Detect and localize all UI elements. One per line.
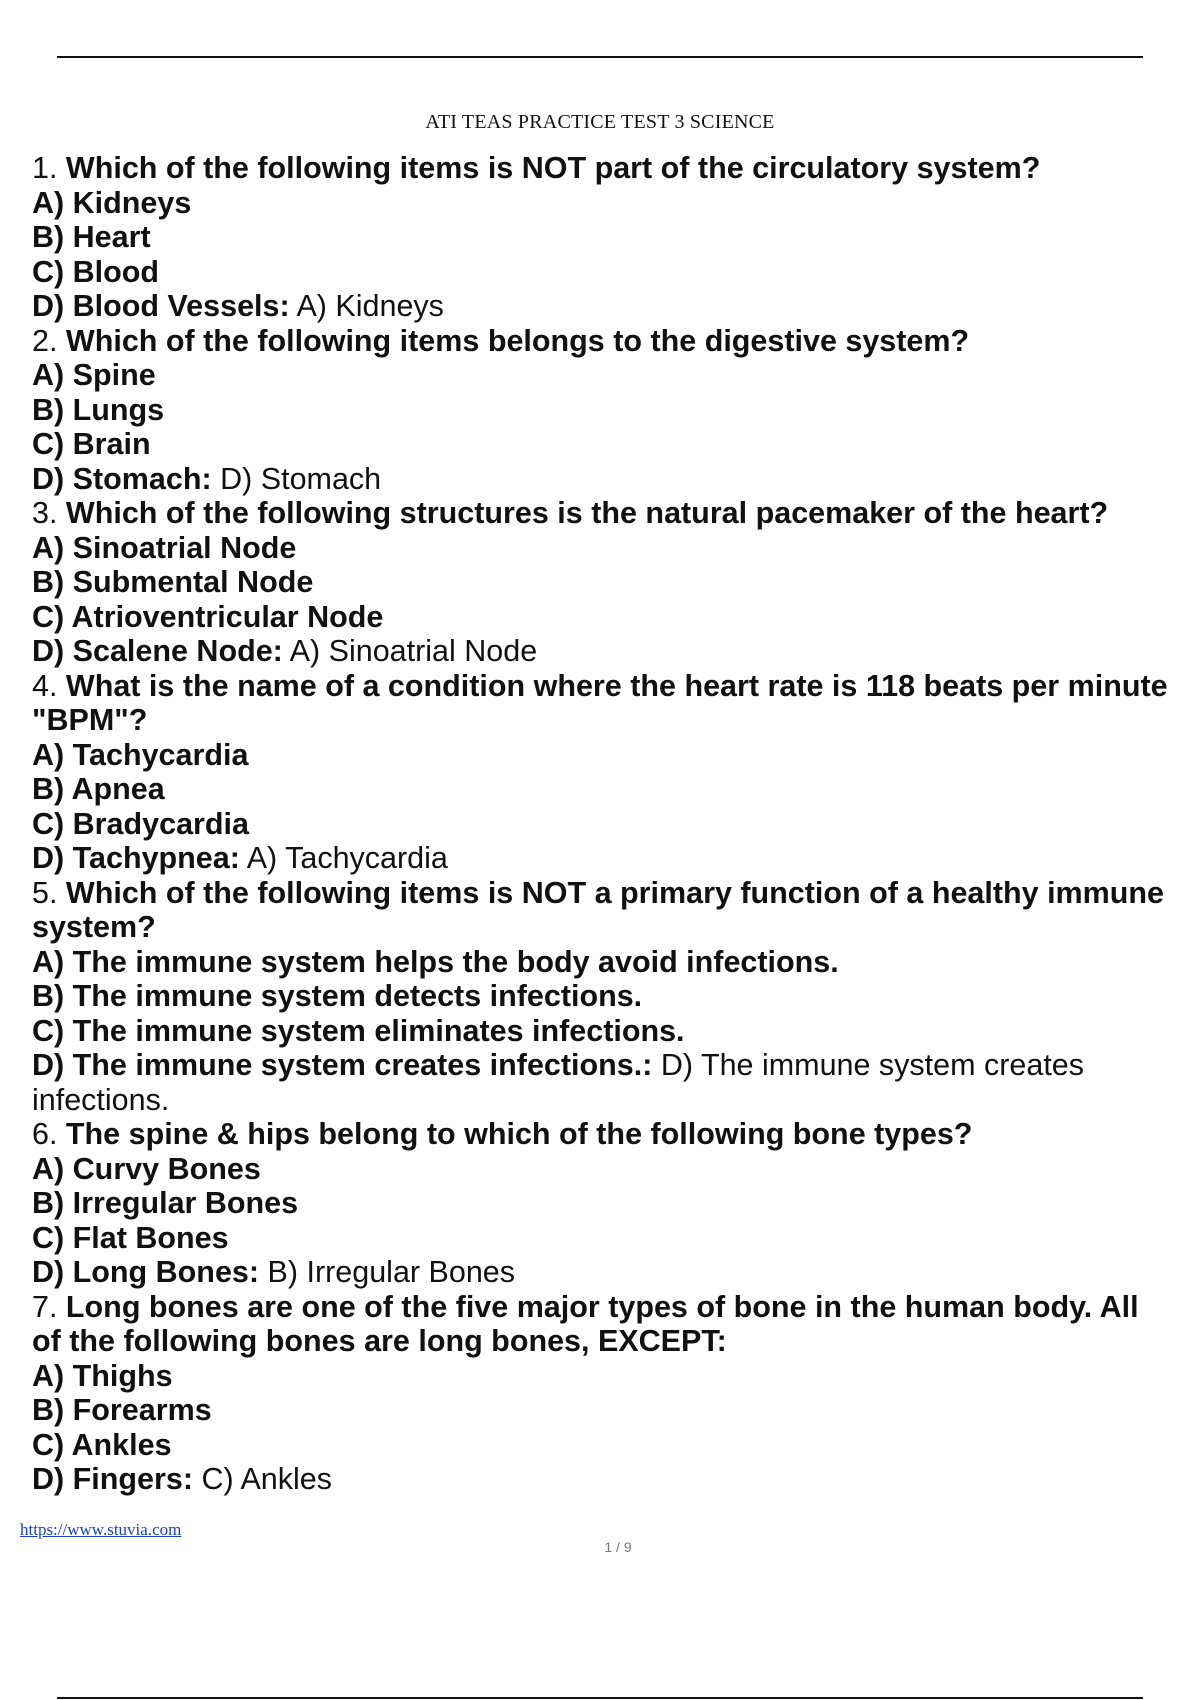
option-b: B) Lungs bbox=[32, 392, 165, 427]
option-b: B) Irregular Bones bbox=[32, 1186, 299, 1220]
option-a: A) Tachycardia bbox=[32, 737, 249, 772]
question-text: Long bones are one of the five major types of bone in the human body. All bbox=[65, 1289, 1139, 1324]
answer-text: B) Irregular Bones bbox=[267, 1255, 516, 1289]
option-c: C) The immune system eliminates infections. bbox=[32, 1013, 685, 1048]
option-d-with-answer bbox=[32, 1255, 1200, 1290]
question-3-stem bbox=[32, 496, 1200, 531]
question-number: 6. bbox=[32, 1117, 58, 1151]
option-d-with-answer bbox=[32, 634, 1200, 669]
question-6-stem bbox=[32, 1117, 1200, 1152]
question-text: Which of the following items is NOT a primary function of a healthy immune bbox=[65, 875, 1165, 910]
option-a: A) Curvy Bones bbox=[32, 1151, 261, 1186]
answer-text: D) The immune system creates infections. bbox=[32, 1048, 1085, 1117]
question-text: What is the name of a condition where the heart rate is 118 beats per minute bbox=[65, 668, 1168, 703]
question-2-stem bbox=[32, 324, 1200, 359]
question-1-stem bbox=[32, 151, 1200, 186]
option-a: A) Sinoatrial Node bbox=[32, 530, 297, 565]
answer-text: A) Sinoatrial Node bbox=[289, 634, 538, 668]
question-7-stem-continued: of the following bones are long bones, EXCEPT: bbox=[32, 1324, 727, 1358]
option-d: D) Fingers: bbox=[32, 1462, 193, 1496]
option-d-with-answer bbox=[32, 1048, 1200, 1117]
option-b: B) Submental Node bbox=[32, 565, 314, 599]
option-a: A) Thighs bbox=[32, 1358, 173, 1393]
option-a: A) Kidneys bbox=[32, 185, 192, 220]
option-d-with-answer bbox=[32, 1462, 1200, 1497]
answer-text: C) Ankles bbox=[201, 1462, 332, 1496]
question-7-stem bbox=[32, 1290, 1200, 1325]
question-5-stem-continued: system? bbox=[32, 910, 156, 944]
answer-text: A) Kidneys bbox=[296, 289, 444, 323]
question-number: 7. bbox=[32, 1289, 58, 1324]
question-list bbox=[32, 151, 1200, 1497]
header-rule bbox=[57, 56, 1143, 58]
option-d-with-answer bbox=[32, 462, 1200, 497]
answer-text: A) Tachycardia bbox=[246, 841, 448, 875]
option-c: C) Ankles bbox=[32, 1427, 172, 1462]
option-b: B) The immune system detects infections. bbox=[32, 979, 643, 1013]
page-title: ATI TEAS PRACTICE TEST 3 SCIENCE bbox=[425, 111, 775, 133]
question-number: 2. bbox=[32, 323, 58, 358]
option-b: B) Heart bbox=[32, 220, 151, 254]
option-d: D) The immune system creates infections.: bbox=[32, 1048, 653, 1082]
option-b: B) Forearms bbox=[32, 1393, 212, 1427]
question-text: The spine & hips belong to which of the following bone types? bbox=[65, 1117, 973, 1151]
question-5-stem bbox=[32, 876, 1200, 911]
option-c: C) Atrioventricular Node bbox=[32, 599, 384, 634]
option-c: C) Bradycardia bbox=[32, 806, 249, 841]
footer-rule bbox=[57, 1697, 1143, 1699]
question-text: Which of the following items belongs to the digestive system? bbox=[65, 323, 970, 358]
answer-text: D) Stomach bbox=[220, 461, 382, 496]
question-4-stem bbox=[32, 669, 1200, 704]
option-c: C) Blood bbox=[32, 254, 160, 289]
option-d: D) Blood Vessels: bbox=[32, 289, 290, 323]
option-d: D) Long Bones: bbox=[32, 1255, 260, 1289]
option-a: A) Spine bbox=[32, 358, 156, 392]
page-number: 1 / 9 bbox=[604, 1539, 632, 1555]
question-text: Which of the following structures is the natural pacemaker of the heart? bbox=[65, 496, 1109, 530]
option-d: D) Scalene Node: bbox=[32, 634, 283, 668]
option-d-with-answer bbox=[32, 841, 1200, 876]
question-number: 1. bbox=[32, 151, 58, 185]
question-number: 4. bbox=[32, 668, 58, 703]
option-b: B) Apnea bbox=[32, 772, 165, 806]
option-d: D) Stomach: bbox=[32, 461, 212, 496]
question-text: Which of the following items is NOT part of the circulatory system? bbox=[65, 151, 1041, 185]
option-c: C) Flat Bones bbox=[32, 1220, 229, 1255]
option-d: D) Tachypnea: bbox=[32, 841, 240, 875]
option-c: C) Brain bbox=[32, 427, 151, 461]
question-number: 3. bbox=[32, 496, 58, 530]
stuvia-link[interactable]: https://www.stuvia.com bbox=[20, 1520, 182, 1539]
question-4-stem-continued: "BPM"? bbox=[32, 703, 148, 737]
question-number: 5. bbox=[32, 875, 58, 910]
option-d-with-answer bbox=[32, 289, 1200, 324]
option-a: A) The immune system helps the body avoid infections. bbox=[32, 944, 839, 979]
